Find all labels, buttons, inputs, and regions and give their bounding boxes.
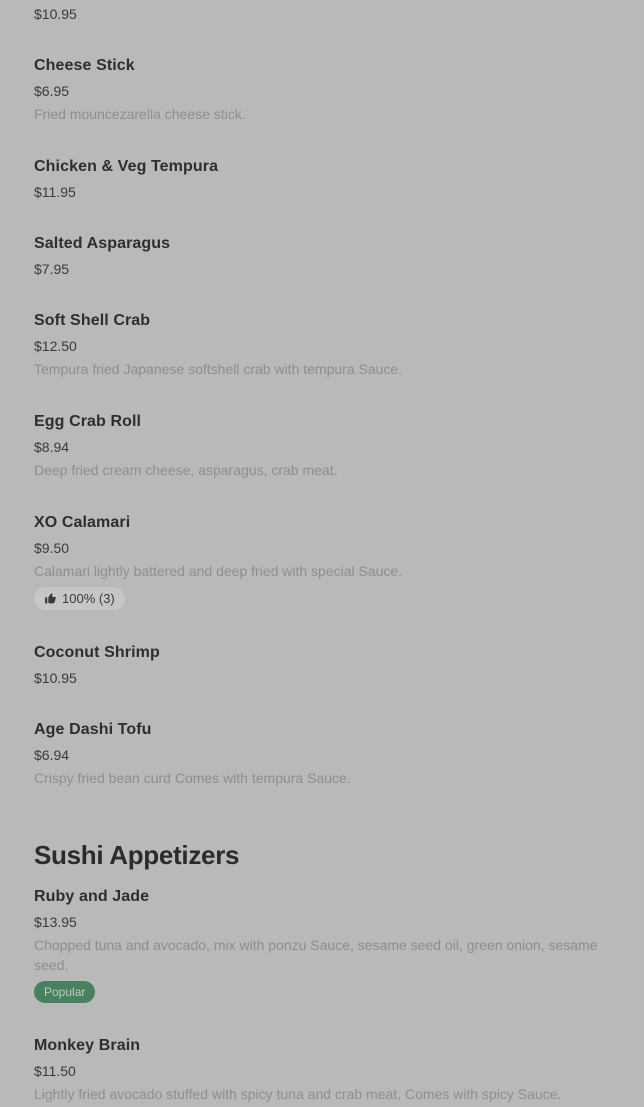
thumbs-up-icon [44,592,57,605]
rating-badge [34,587,125,610]
menu-item-monkey-brain[interactable] [34,1035,610,1104]
menu-item-name: Soft Shell Crab [34,312,151,329]
menu-section-appetizers [34,5,610,788]
menu-item-name: Chicken & Veg Tempura [34,158,219,175]
menu-item-description: Tempura fried Japanese softshell crab with tempura Sauce. [34,361,403,377]
menu-item-description: Chopped tuna and avocado, mix with ponzu Sauce, sesame seed oil, green onion, sesame seed. [34,937,598,973]
menu-item-price: $6.95 [34,83,70,99]
menu-item-price: $10.95 [34,6,77,22]
menu-item-name: Age Dashi Tofu [34,721,152,738]
rating-badge-label: 100% (3) [62,591,115,606]
menu-item-cheese-stick[interactable] [34,55,610,124]
menu-item-name: Monkey Brain [34,1037,141,1054]
menu-item-price: $9.50 [34,540,70,556]
menu-item-price: $8.94 [34,439,70,455]
menu-item-price: $11.95 [34,184,76,200]
menu-item-description: Calamari lightly battered and deep fried with special Sauce. [34,563,403,579]
badge-row [34,981,610,1003]
menu-item-chicken-veg-tempura[interactable] [34,156,610,201]
menu-item-name: XO Calamari [34,514,131,531]
section-heading: Sushi Appetizers [34,840,240,870]
menu-item-ruby-and-jade[interactable] [34,886,610,1003]
menu-item-age-dashi-tofu[interactable] [34,719,610,788]
menu-item-xo-calamari[interactable] [34,512,610,610]
menu-item-description: Lightly fried avocado stuffed with spicy tuna and crab meat, Comes with spicy Sauce. [34,1086,562,1102]
menu-item-description: Deep fried cream cheese, asparagus, crab meat. [34,462,338,478]
menu-item-name: Egg Crab Roll [34,413,142,430]
menu-section-sushi-appetizers [34,840,610,1104]
menu-item-name: Coconut Shrimp [34,644,160,661]
menu-item-name: Cheese Stick [34,57,135,74]
menu-item-price: $10.95 [34,670,77,686]
menu-item-price: $12.50 [34,338,77,354]
menu-item-description: Crispy fried bean curd Comes with tempura Sauce. [34,770,351,786]
menu-item-description: Fried mouncezarella cheese stick. [34,106,246,122]
menu-item-name: Salted Asparagus [34,235,171,252]
menu-item-name: Ruby and Jade [34,888,150,905]
menu-item-salted-asparagus[interactable] [34,233,610,278]
menu-item-price: $6.94 [34,747,70,763]
menu-item-partial-top[interactable] [34,5,610,23]
menu-item-egg-crab-roll[interactable] [34,411,610,480]
popular-badge: Popular [34,981,95,1003]
menu-item-price: $7.95 [34,261,70,277]
menu-item-soft-shell-crab[interactable] [34,310,610,379]
menu-item-coconut-shrimp[interactable] [34,642,610,687]
badge-row [34,587,610,610]
menu-item-price: $11.50 [34,1063,76,1079]
menu-item-price: $13.95 [34,914,77,930]
